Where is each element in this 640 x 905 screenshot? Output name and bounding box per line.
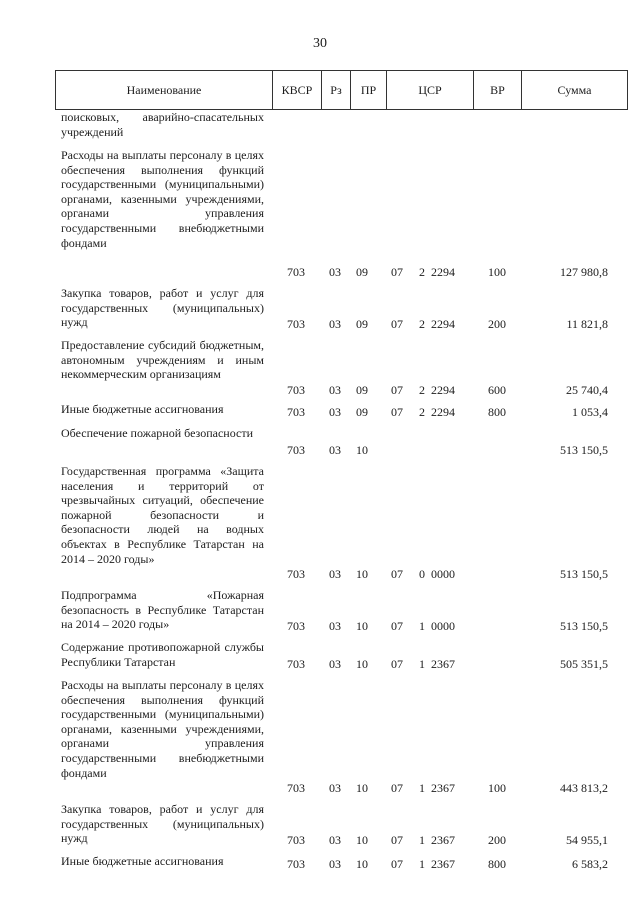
row-pr: 09 xyxy=(356,405,368,420)
row-rz: 03 xyxy=(329,383,341,398)
row-kvsr: 703 xyxy=(287,833,305,848)
row-sum: 513 150,5 xyxy=(560,567,608,582)
header-pr: ПР xyxy=(351,71,387,109)
table-row xyxy=(55,286,628,332)
row-kvsr: 703 xyxy=(287,781,305,796)
row-vr: 100 xyxy=(488,781,506,796)
row-sum: 1 053,4 xyxy=(572,405,608,420)
row-name: поисковых, аварийно-спасательных учреждений xyxy=(61,110,264,139)
row-name: Содержание противопожарной службы Республики Татарстан xyxy=(61,640,264,669)
row-csr3: 2367 xyxy=(431,657,455,672)
row-rz: 03 xyxy=(329,567,341,582)
row-kvsr: 703 xyxy=(287,405,305,420)
row-vr: 200 xyxy=(488,833,506,848)
row-vr: 800 xyxy=(488,405,506,420)
table-row xyxy=(55,640,628,672)
row-csr2: 2 xyxy=(419,383,425,398)
row-kvsr: 703 xyxy=(287,657,305,672)
row-csr1: 07 xyxy=(391,857,403,872)
row-name: Расходы на выплаты персоналу в целях обеспечения выполнения функций государственными (муниципальными) органами, казенными учреждениями, органами управления государственными внебюджетными фондами xyxy=(61,678,264,780)
row-vr: 600 xyxy=(488,383,506,398)
row-kvsr: 703 xyxy=(287,317,305,332)
row-sum: 505 351,5 xyxy=(560,657,608,672)
table-row xyxy=(55,802,628,848)
header-sum: Сумма xyxy=(557,83,592,97)
row-name: Подпрограмма «Пожарная безопасность в Республике Татарстан на 2014 – 2020 годы» xyxy=(61,588,264,632)
row-sum: 443 813,2 xyxy=(560,781,608,796)
row-csr1: 07 xyxy=(391,405,403,420)
row-csr1: 07 xyxy=(391,657,403,672)
row-csr3: 2294 xyxy=(431,405,455,420)
header-vr: ВР xyxy=(474,71,522,109)
table-row xyxy=(55,402,628,420)
row-kvsr: 703 xyxy=(287,567,305,582)
row-csr1: 07 xyxy=(391,567,403,582)
table-row xyxy=(55,148,628,280)
row-name: Иные бюджетные ассигнования xyxy=(61,402,224,416)
row-csr2: 2 xyxy=(419,317,425,332)
row-vr: 100 xyxy=(488,265,506,280)
row-csr2: 1 xyxy=(419,833,425,848)
row-pr: 10 xyxy=(356,657,368,672)
row-name: Иные бюджетные ассигнования xyxy=(61,854,224,868)
row-pr: 10 xyxy=(356,781,368,796)
row-csr1: 07 xyxy=(391,781,403,796)
row-rz: 03 xyxy=(329,857,341,872)
row-name: Расходы на выплаты персоналу в целях обеспечения выполнения функций государственными (муниципальными) органами, казенными учреждениями, органами управления государственными внебюджетными фондами xyxy=(61,148,264,250)
row-name: Закупка товаров, работ и услуг для государственных (муниципальных) нужд xyxy=(61,286,264,330)
row-csr1: 07 xyxy=(391,317,403,332)
row-vr: 800 xyxy=(488,857,506,872)
row-csr3: 2294 xyxy=(431,265,455,280)
row-pr: 10 xyxy=(356,619,368,634)
table-row xyxy=(55,854,628,872)
row-csr3: 2294 xyxy=(431,317,455,332)
header-kvsr: КВСР xyxy=(273,71,322,109)
row-csr2: 2 xyxy=(419,405,425,420)
row-csr3: 2294 xyxy=(431,383,455,398)
table-row xyxy=(55,464,628,582)
row-rz: 03 xyxy=(329,265,341,280)
row-csr2: 1 xyxy=(419,619,425,634)
row-csr2: 1 xyxy=(419,781,425,796)
header-rz: Рз xyxy=(322,71,351,109)
row-csr2: 0 xyxy=(419,567,425,582)
row-csr1: 07 xyxy=(391,265,403,280)
page-number: 30 xyxy=(313,36,327,51)
row-vr: 200 xyxy=(488,317,506,332)
row-csr3: 2367 xyxy=(431,857,455,872)
row-csr1: 07 xyxy=(391,383,403,398)
row-csr1: 07 xyxy=(391,619,403,634)
row-rz: 03 xyxy=(329,405,341,420)
row-sum: 54 955,1 xyxy=(566,833,608,848)
row-pr: 10 xyxy=(356,443,368,458)
row-kvsr: 703 xyxy=(287,857,305,872)
table-row xyxy=(55,588,628,634)
row-pr: 10 xyxy=(356,857,368,872)
row-kvsr: 703 xyxy=(287,265,305,280)
row-sum: 25 740,4 xyxy=(566,383,608,398)
table-row xyxy=(55,678,628,796)
row-sum: 11 821,8 xyxy=(566,317,608,332)
header-csr: ЦСР xyxy=(387,71,474,109)
table-row xyxy=(55,110,628,140)
row-kvsr: 703 xyxy=(287,443,305,458)
row-name: Обеспечение пожарной безопасности xyxy=(61,426,254,440)
row-pr: 10 xyxy=(356,833,368,848)
row-csr3: 0000 xyxy=(431,619,455,634)
row-kvsr: 703 xyxy=(287,383,305,398)
row-csr2: 1 xyxy=(419,657,425,672)
table-body xyxy=(55,110,628,872)
row-pr: 09 xyxy=(356,383,368,398)
header-name: Наименование xyxy=(56,71,273,109)
row-sum: 6 583,2 xyxy=(572,857,608,872)
table-row xyxy=(55,426,628,458)
row-name: Государственная программа «Защита населения и территорий от чрезвычайных ситуаций, обеспечение пожарной безопасности и безопасности людей на водных объектах в Республике Татарстан на 2014 – 2020 годы» xyxy=(61,464,264,566)
row-rz: 03 xyxy=(329,781,341,796)
row-csr3: 2367 xyxy=(431,781,455,796)
row-csr3: 0000 xyxy=(431,567,455,582)
row-rz: 03 xyxy=(329,619,341,634)
row-name: Предоставление субсидий бюджетным, автономным учреждениям и иным некоммерческим организациям xyxy=(61,338,264,382)
row-csr2: 1 xyxy=(419,857,425,872)
row-pr: 10 xyxy=(356,567,368,582)
row-rz: 03 xyxy=(329,657,341,672)
table-row xyxy=(55,338,628,398)
row-pr: 09 xyxy=(356,317,368,332)
row-sum: 513 150,5 xyxy=(560,619,608,634)
row-kvsr: 703 xyxy=(287,619,305,634)
row-rz: 03 xyxy=(329,833,341,848)
budget-table xyxy=(55,70,628,872)
row-csr2: 2 xyxy=(419,265,425,280)
row-sum: 127 980,8 xyxy=(560,265,608,280)
row-pr: 09 xyxy=(356,265,368,280)
row-rz: 03 xyxy=(329,443,341,458)
row-sum: 513 150,5 xyxy=(560,443,608,458)
row-csr3: 2367 xyxy=(431,833,455,848)
row-csr1: 07 xyxy=(391,833,403,848)
row-name: Закупка товаров, работ и услуг для государственных (муниципальных) нужд xyxy=(61,802,264,846)
table-header xyxy=(55,70,628,110)
row-rz: 03 xyxy=(329,317,341,332)
